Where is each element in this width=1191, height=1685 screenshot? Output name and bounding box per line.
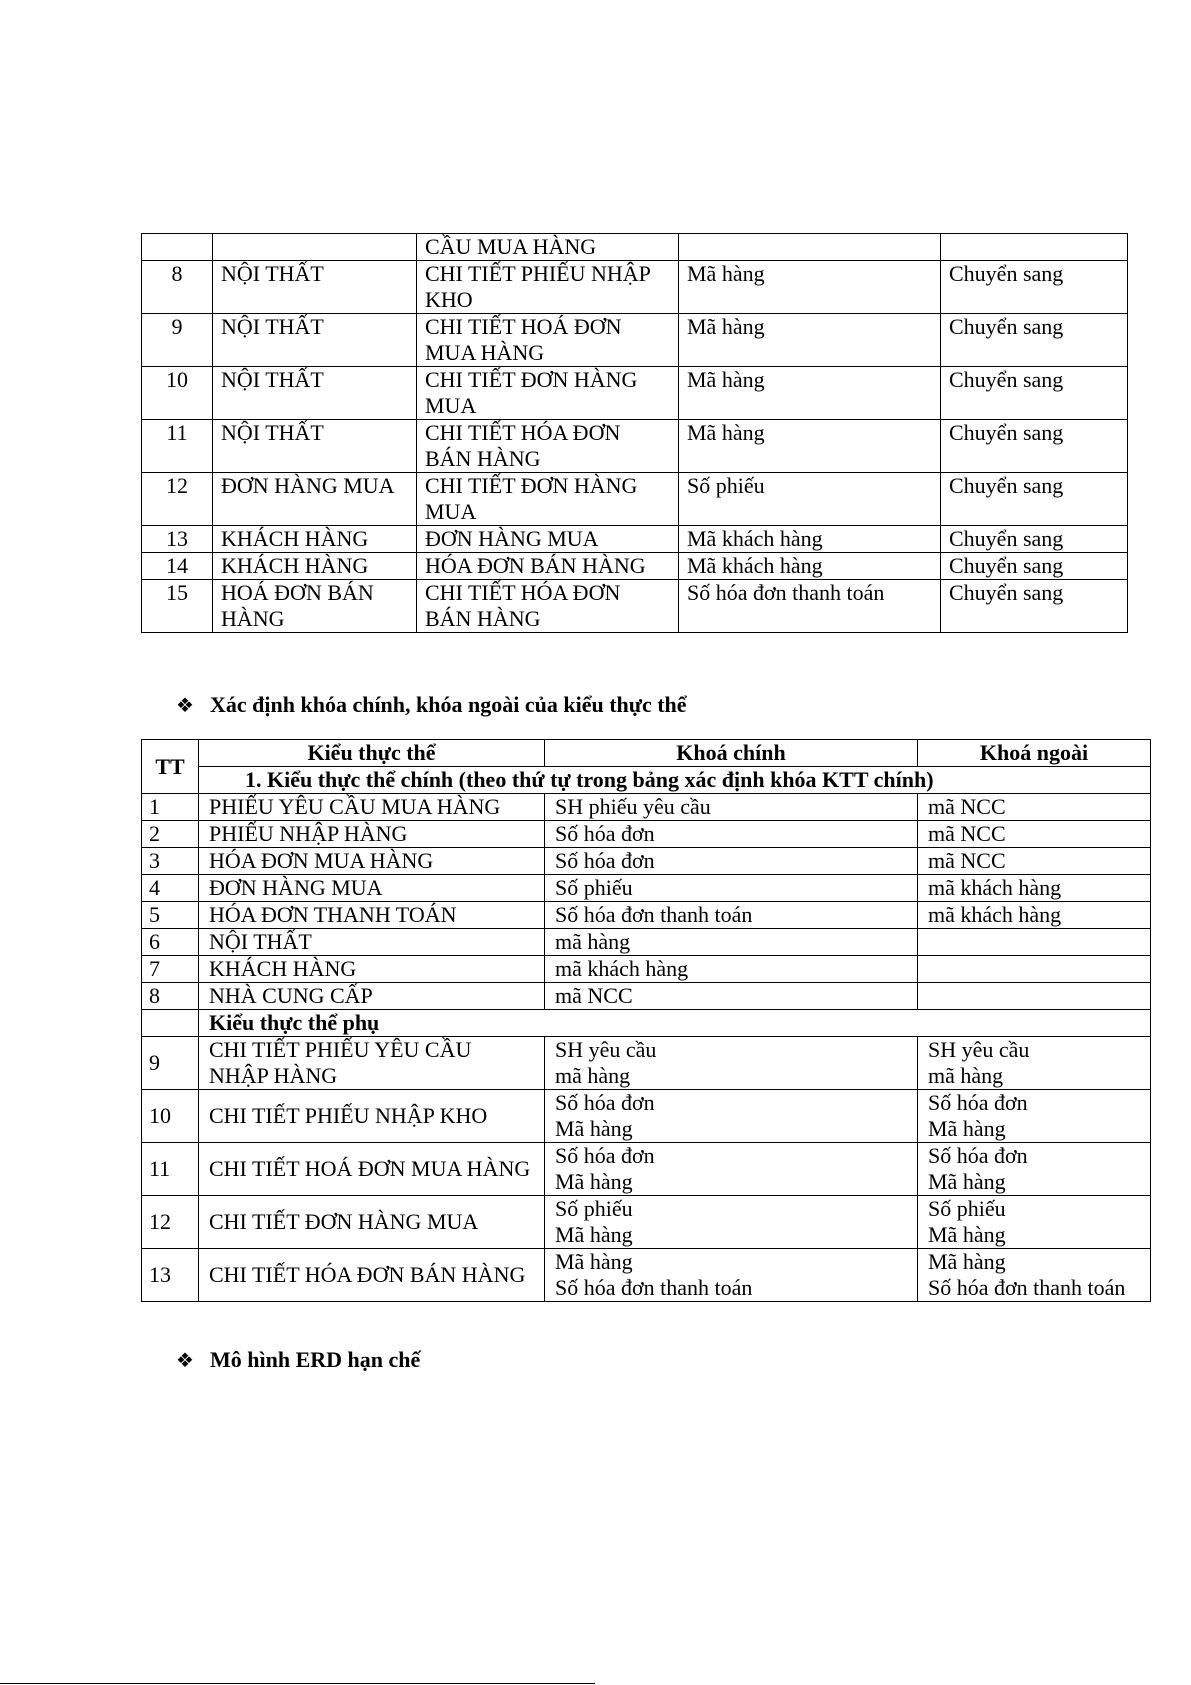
action: Chuyển sang <box>941 314 1128 367</box>
fk-line-1: Mã hàng <box>928 1249 1006 1274</box>
header-tt: TT <box>142 740 199 794</box>
primary-key <box>545 1037 918 1090</box>
entity-a: NỘI THẤT <box>213 314 417 367</box>
entity-name: NHÀ CUNG CẤP <box>199 983 545 1010</box>
action: Chuyển sang <box>941 261 1128 314</box>
section-row-sub <box>142 1010 1151 1037</box>
foreign-key <box>918 956 1151 983</box>
key-attribute: Mã hàng <box>679 314 941 367</box>
table-row <box>142 1143 1151 1196</box>
row-number: 9 <box>142 1037 199 1090</box>
entity-name: CHI TIẾT PHIẾU NHẬP KHO <box>199 1090 545 1143</box>
primary-key: Số hóa đơn <box>545 848 918 875</box>
row-number: 5 <box>142 902 199 929</box>
table-row <box>142 794 1151 821</box>
fk-line-1: Số hóa đơn <box>928 1090 1028 1115</box>
primary-key: Số hóa đơn thanh toán <box>545 902 918 929</box>
diamond-bullet-icon: ❖ <box>176 693 194 717</box>
section-row-main <box>142 767 1151 794</box>
table-row <box>142 983 1151 1010</box>
foreign-key <box>918 1196 1151 1249</box>
empty-cell <box>142 1010 199 1037</box>
primary-key <box>545 1196 918 1249</box>
table-row <box>142 234 1128 261</box>
header-foreign-key: Khoá ngoài <box>918 740 1151 767</box>
row-number: 13 <box>142 526 213 553</box>
sub-entity-section: Kiểu thực thể phụ <box>199 1010 1151 1037</box>
pk-line-2: Số hóa đơn thanh toán <box>555 1275 753 1300</box>
primary-key <box>545 1143 918 1196</box>
action: Chuyển sang <box>941 580 1128 633</box>
entity-name: KHÁCH HÀNG <box>199 956 545 983</box>
table-row <box>142 956 1151 983</box>
row-number: 2 <box>142 821 199 848</box>
diamond-bullet-icon: ❖ <box>176 1348 194 1372</box>
entity-name: PHIẾU YÊU CẦU MUA HÀNG <box>199 794 545 821</box>
fk-line-2: Mã hàng <box>928 1169 1006 1194</box>
table-row <box>142 420 1128 473</box>
entity-name: CHI TIẾT PHIẾU YÊU CẦU NHẬP HÀNG <box>199 1037 545 1090</box>
entity-name: CHI TIẾT HOÁ ĐƠN MUA HÀNG <box>199 1143 545 1196</box>
entity-name: HÓA ĐƠN THANH TOÁN <box>199 902 545 929</box>
keys-table <box>141 739 1151 1302</box>
entity-a: KHÁCH HÀNG <box>213 553 417 580</box>
entity-b: CHI TIẾT ĐƠN HÀNG MUA <box>417 367 679 420</box>
primary-key: mã hàng <box>545 929 918 956</box>
primary-key: Số hóa đơn <box>545 821 918 848</box>
footer-rule <box>0 1683 595 1684</box>
row-number: 1 <box>142 794 199 821</box>
main-entity-section: 1. Kiểu thực thể chính (theo thứ tự trong bảng xác định khóa KTT chính) <box>199 767 1151 794</box>
entity-b: CHI TIẾT HÓA ĐƠN BÁN HÀNG <box>417 420 679 473</box>
section-heading-erd <box>176 1347 420 1373</box>
pk-line-1: Số hóa đơn <box>555 1143 655 1168</box>
key-attribute: Mã khách hàng <box>679 553 941 580</box>
action: Chuyển sang <box>941 526 1128 553</box>
foreign-key: mã khách hàng <box>918 902 1151 929</box>
key-attribute: Số phiếu <box>679 473 941 526</box>
foreign-key: mã khách hàng <box>918 875 1151 902</box>
entity-b: HÓA ĐƠN BÁN HÀNG <box>417 553 679 580</box>
row-number: 9 <box>142 314 213 367</box>
entity-a <box>213 234 417 261</box>
fk-line-1: Số hóa đơn <box>928 1143 1028 1168</box>
foreign-key: mã NCC <box>918 794 1151 821</box>
primary-key: mã khách hàng <box>545 956 918 983</box>
foreign-key <box>918 1090 1151 1143</box>
fk-line-1: Số phiếu <box>928 1196 1006 1221</box>
key-attribute: Mã hàng <box>679 367 941 420</box>
table-row <box>142 261 1128 314</box>
table-row <box>142 1249 1151 1302</box>
table-row <box>142 875 1151 902</box>
pk-line-2: Mã hàng <box>555 1169 633 1194</box>
foreign-key: mã NCC <box>918 821 1151 848</box>
section-title: Mô hình ERD hạn chế <box>210 1347 421 1372</box>
entity-name: PHIẾU NHẬP HÀNG <box>199 821 545 848</box>
table-row <box>142 821 1151 848</box>
primary-key <box>545 1090 918 1143</box>
key-attribute <box>679 234 941 261</box>
section-heading-keys <box>176 692 687 718</box>
entity-b: CHI TIẾT HÓA ĐƠN BÁN HÀNG <box>417 580 679 633</box>
entity-a: NỘI THẤT <box>213 420 417 473</box>
table-row <box>142 314 1128 367</box>
foreign-key <box>918 1143 1151 1196</box>
action: Chuyển sang <box>941 367 1128 420</box>
entity-a: NỘI THẤT <box>213 367 417 420</box>
entity-name: CHI TIẾT HÓA ĐƠN BÁN HÀNG <box>199 1249 545 1302</box>
table-header-row <box>142 740 1151 767</box>
pk-line-1: Số phiếu <box>555 1196 633 1221</box>
entity-b: CHI TIẾT PHIẾU NHẬP KHO <box>417 261 679 314</box>
primary-key: SH phiếu yêu cầu <box>545 794 918 821</box>
fk-line-2: Mã hàng <box>928 1222 1006 1247</box>
fk-line-2: mã hàng <box>928 1063 1004 1088</box>
row-number: 12 <box>142 1196 199 1249</box>
row-number: 8 <box>142 261 213 314</box>
entity-b: CHI TIẾT ĐƠN HÀNG MUA <box>417 473 679 526</box>
row-number: 10 <box>142 367 213 420</box>
entity-name: NỘI THẤT <box>199 929 545 956</box>
pk-line-1: Số hóa đơn <box>555 1090 655 1115</box>
entity-a: NỘI THẤT <box>213 261 417 314</box>
primary-key: Số phiếu <box>545 875 918 902</box>
relationship-table <box>141 233 1128 633</box>
table-row <box>142 580 1128 633</box>
table-row <box>142 367 1128 420</box>
table-row <box>142 1090 1151 1143</box>
foreign-key <box>918 1249 1151 1302</box>
table-row <box>142 1037 1151 1090</box>
row-number: 12 <box>142 473 213 526</box>
foreign-key <box>918 1037 1151 1090</box>
row-number <box>142 234 213 261</box>
foreign-key <box>918 983 1151 1010</box>
pk-line-1: Mã hàng <box>555 1249 633 1274</box>
table-row <box>142 473 1128 526</box>
fk-line-2: Số hóa đơn thanh toán <box>928 1275 1126 1300</box>
primary-key: mã NCC <box>545 983 918 1010</box>
row-number: 7 <box>142 956 199 983</box>
table-row <box>142 902 1151 929</box>
entity-a: ĐƠN HÀNG MUA <box>213 473 417 526</box>
entity-a: KHÁCH HÀNG <box>213 526 417 553</box>
entity-name: CHI TIẾT ĐƠN HÀNG MUA <box>199 1196 545 1249</box>
table-row <box>142 553 1128 580</box>
pk-line-2: mã hàng <box>555 1063 631 1088</box>
row-number: 15 <box>142 580 213 633</box>
foreign-key: mã NCC <box>918 848 1151 875</box>
key-attribute: Mã hàng <box>679 420 941 473</box>
action: Chuyển sang <box>941 473 1128 526</box>
section-title: Xác định khóa chính, khóa ngoài của kiểu thực thể <box>210 692 687 717</box>
pk-line-2: Mã hàng <box>555 1222 633 1247</box>
header-primary-key: Khoá chính <box>545 740 918 767</box>
key-attribute: Số hóa đơn thanh toán <box>679 580 941 633</box>
table-row <box>142 848 1151 875</box>
row-number: 10 <box>142 1090 199 1143</box>
fk-line-1: SH yêu cầu <box>928 1037 1030 1062</box>
entity-name: ĐƠN HÀNG MUA <box>199 875 545 902</box>
row-number: 13 <box>142 1249 199 1302</box>
row-number: 14 <box>142 553 213 580</box>
row-number: 8 <box>142 983 199 1010</box>
key-attribute: Mã khách hàng <box>679 526 941 553</box>
entity-a: HOÁ ĐƠN BÁN HÀNG <box>213 580 417 633</box>
fk-line-2: Mã hàng <box>928 1116 1006 1141</box>
key-attribute: Mã hàng <box>679 261 941 314</box>
foreign-key <box>918 929 1151 956</box>
entity-b: ĐƠN HÀNG MUA <box>417 526 679 553</box>
row-number: 11 <box>142 1143 199 1196</box>
row-number: 3 <box>142 848 199 875</box>
entity-b: CHI TIẾT HOÁ ĐƠN MUA HÀNG <box>417 314 679 367</box>
pk-line-2: Mã hàng <box>555 1116 633 1141</box>
primary-key <box>545 1249 918 1302</box>
pk-line-1: SH yêu cầu <box>555 1037 657 1062</box>
action <box>941 234 1128 261</box>
table-row <box>142 526 1128 553</box>
table-row <box>142 1196 1151 1249</box>
entity-name: HÓA ĐƠN MUA HÀNG <box>199 848 545 875</box>
row-number: 4 <box>142 875 199 902</box>
row-number: 6 <box>142 929 199 956</box>
action: Chuyển sang <box>941 553 1128 580</box>
table-row <box>142 929 1151 956</box>
header-entity: Kiểu thực thể <box>199 740 545 767</box>
action: Chuyển sang <box>941 420 1128 473</box>
row-number: 11 <box>142 420 213 473</box>
entity-b: CẦU MUA HÀNG <box>417 234 679 261</box>
